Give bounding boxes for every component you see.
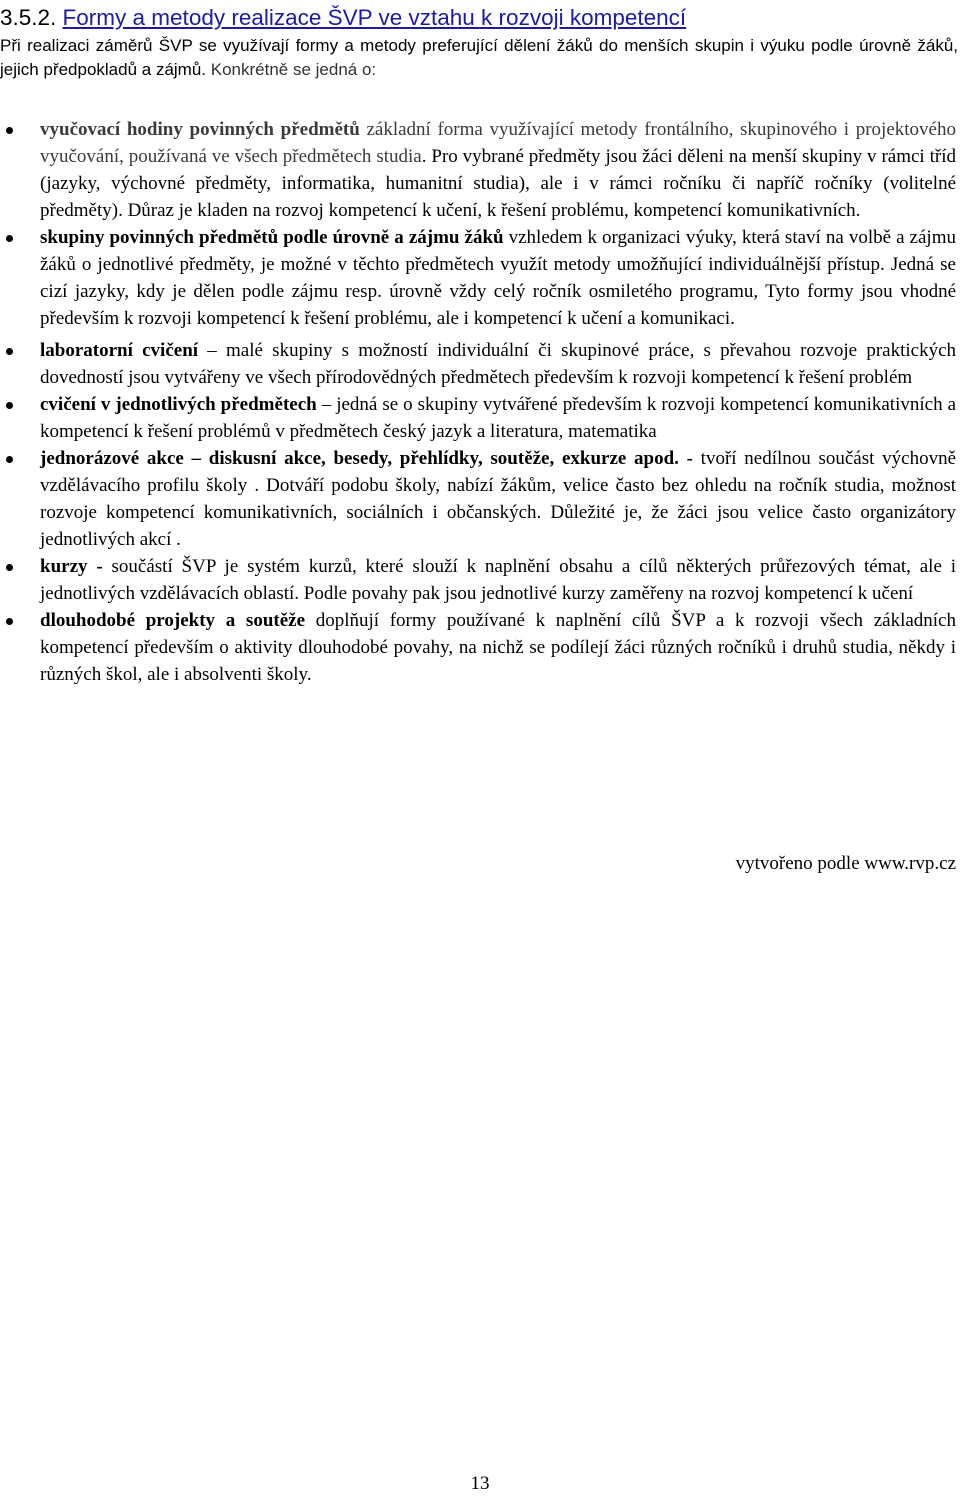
page-number: 13 xyxy=(470,1473,490,1494)
item-bold: cvičení v jednotlivých předmětech xyxy=(40,394,317,415)
bullet-icon xyxy=(6,235,13,242)
section-heading xyxy=(0,4,686,32)
section-number: 3.5.2. xyxy=(0,5,63,30)
item-text: součástí ŠVP je systém kurzů, které slouží k naplnění obsahu a cílů některých průřezových témat, ale i jednotlivých vzdělávacích oblastí. Podle povahy pak jsou jednotlivé kurzy zaměřeny na rozvoj kompetencí k učení xyxy=(40,556,956,604)
bullet-icon xyxy=(6,127,13,134)
bullet-icon xyxy=(6,564,13,571)
list-item xyxy=(0,337,956,391)
intro-text: Při realizaci záměrů ŠVP se využívají formy a metody preferující dělení žáků do menších skupin i výuku podle úrovně žáků, jejich předpokladů a zájmů. xyxy=(0,36,958,79)
item-text: – malé skupiny s možností individuální či skupinové práce, s převahou rozvoje praktických dovedností jsou vytvářeny ve všech přírodovědných předmětech především k rozvoji kompetencí k řešení problém xyxy=(40,340,956,388)
list-item xyxy=(0,445,956,553)
bullet-icon xyxy=(6,402,13,409)
item-text: tvoří nedílnou součást výchovně vzdělávacího profilu školy . Dotváří podobu školy, nabízí žákům, velice často bez ohledu na ročník studia, možnost rozvoje kompetencí komunikativních, sociálních i občanských. Důležité je, že žáci jsou velice často organizátory jednotlivých akcí . xyxy=(40,448,956,550)
forms-list xyxy=(0,116,956,688)
list-item xyxy=(0,391,956,445)
list-item xyxy=(0,607,956,688)
item-bold: laboratorní cvičení xyxy=(40,340,199,361)
bullet-icon xyxy=(6,348,13,355)
section-title-link[interactable]: Formy a metody realizace ŠVP ve vztahu k rozvoji kompetencí xyxy=(62,5,687,30)
bullet-icon xyxy=(6,456,13,463)
item-bold: kurzy - xyxy=(40,556,103,577)
list-item xyxy=(0,553,956,607)
source-note: vytvořeno podle www.rvp.cz xyxy=(735,853,956,874)
item-text: vzhledem k organizaci výuky, která staví na volbě a zájmu žáků o jednotlivé předměty, je možné v těchto předmětech využít metody umožňující individuálnější přístup. Jedná se cizí jazyky, kdy je dělen podle zájmu resp. úrovně vždy celý ročník osmiletého programu, Tyto formy jsou vhodné především k rozvoji kompetencí k řešení problému, ale i kompetencí k učení a komunikaci. xyxy=(40,227,956,329)
item-text: doplňují formy používané k naplnění cílů ŠVP a k rozvoji všech základních kompetencí především o aktivity dlouhodobé povahy, na nichž se podílejí žáci různých ročníků i druhů studia, někdy i různých škol, ale i absolventi školy. xyxy=(40,610,956,685)
item-bold: vyučovací hodiny povinných předmětů xyxy=(40,119,360,140)
intro-tail: Konkrétně se jedná o: xyxy=(210,60,377,79)
item-text-2: . Pro vybrané předměty jsou žáci děleni na menší skupiny v rámci tříd (jazyky, výchovné předměty, informatika, humanitní studia), ale i v rámci ročníku či napříč ročníky (volitelné předměty). Důraz je kladen na rozvoj kompetencí k učení, k řešení problému, kompetencí komunikativních. xyxy=(40,146,957,221)
intro-paragraph xyxy=(0,34,958,82)
item-bold: skupiny povinných předmětů podle úrovně a zájmu žáků xyxy=(40,227,504,248)
item-bold: jednorázové akce – diskusní akce, besedy, přehlídky, soutěže, exkurze apod. - xyxy=(40,448,693,469)
list-item xyxy=(0,224,956,332)
item-bold: dlouhodobé projekty a soutěže xyxy=(40,610,306,631)
list-item xyxy=(0,116,956,224)
bullet-icon xyxy=(6,618,13,625)
item-text: základní forma využívající metody frontálního, skupinového i projektového vyučování, používaná ve všech předmětech studia xyxy=(40,119,956,167)
item-text: – jedná se o skupiny vytvářené především k rozvoji kompetencí komunikativních a kompetencí k řešení problémů v předmětech český jazyk a literatura, matematika xyxy=(40,394,956,442)
